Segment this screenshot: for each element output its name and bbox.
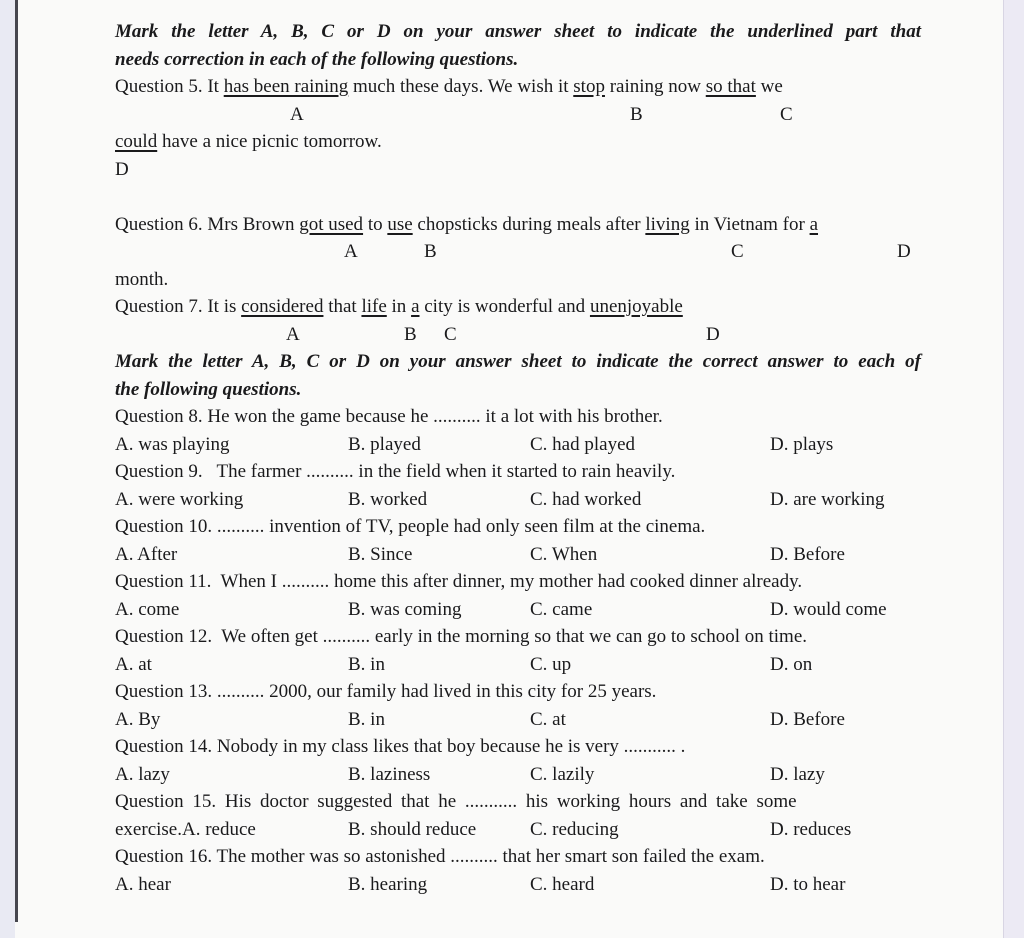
option-d: D. are working bbox=[770, 488, 885, 510]
option-b: B. laziness bbox=[348, 763, 431, 785]
question-14-options bbox=[115, 761, 921, 789]
label-d: D bbox=[115, 158, 129, 180]
option-a: A. come bbox=[115, 598, 180, 620]
question-6-text: Question 6. Mrs Brown got used to use chopsticks during meals after living in Vietnam for a bbox=[115, 213, 819, 235]
option-d: D. Before bbox=[770, 543, 845, 565]
label-c: C bbox=[780, 103, 793, 125]
question-5-answer-labels-2 bbox=[115, 156, 921, 184]
page-left-border-line bbox=[15, 0, 18, 922]
option-d: D. to hear bbox=[770, 873, 846, 895]
question-11-stem: Question 11. When I .......... home this after dinner, my mother had cooked dinner already. bbox=[115, 571, 803, 592]
option-d: D. would come bbox=[770, 598, 887, 620]
option-c: C. had played bbox=[530, 433, 636, 455]
label-a: A bbox=[344, 241, 358, 262]
option-c: C. reducing bbox=[530, 818, 619, 840]
question-16-stem: Question 16. The mother was so astonished .......... that her smart son failed the exam. bbox=[115, 846, 765, 867]
label-b: B bbox=[630, 103, 643, 125]
option-b: B. Since bbox=[348, 543, 413, 565]
option-c: C. lazily bbox=[530, 763, 595, 785]
option-c: C. had worked bbox=[530, 488, 642, 510]
option-a: A. were working bbox=[115, 488, 244, 510]
label-b: B bbox=[424, 241, 437, 262]
question-7-text: Question 7. It is considered that life in a city is wonderful and unenjoyable bbox=[115, 296, 683, 317]
question-15-options bbox=[115, 816, 921, 844]
option-b: B. worked bbox=[348, 488, 428, 510]
option-a: A. hear bbox=[115, 873, 171, 895]
question-16-options bbox=[115, 871, 921, 899]
question-8-stem: Question 8. He won the game because he .......... it a lot with his brother. bbox=[115, 406, 663, 427]
instruction-2-line-2: the following questions. bbox=[115, 378, 302, 400]
question-5-answer-labels bbox=[115, 101, 921, 129]
label-d: D bbox=[706, 323, 720, 345]
label-a: A bbox=[286, 323, 300, 345]
blank-line bbox=[115, 183, 921, 211]
question-9-stem: Question 9. The farmer .......... in the field when it started to rain heavily. bbox=[115, 461, 676, 482]
question-10-stem: Question 10. .......... invention of TV, people had only seen film at the cinema. bbox=[115, 516, 706, 537]
question-9-options bbox=[115, 486, 921, 514]
option-a-with-prefix bbox=[115, 816, 256, 844]
label-c: C bbox=[444, 323, 457, 345]
label-b: B bbox=[404, 323, 417, 345]
question-12-options bbox=[115, 651, 921, 679]
option-c: C. at bbox=[530, 708, 566, 730]
test-content bbox=[115, 18, 921, 898]
question-5-text: Question 5. It has been raining much these days. We wish it stop raining now so that we bbox=[115, 76, 783, 97]
option-c: C. up bbox=[530, 653, 572, 675]
option-d: D. lazy bbox=[770, 763, 825, 785]
label-d: D bbox=[897, 241, 911, 262]
instruction-2-line-1: Mark the letter A, B, C or D on your answer sheet to indicate the correct answer to each of bbox=[115, 351, 921, 372]
option-c: C. When bbox=[530, 543, 598, 565]
page-left-margin-strip bbox=[0, 0, 15, 938]
option-d: D. plays bbox=[770, 433, 834, 455]
question-13-options bbox=[115, 706, 921, 734]
option-b: B. in bbox=[348, 708, 385, 730]
question-10-options bbox=[115, 541, 921, 569]
question-7-answer-labels bbox=[115, 321, 921, 349]
option-a: A. at bbox=[115, 653, 152, 675]
option-b: B. played bbox=[348, 433, 421, 455]
question-12-stem: Question 12. We often get .......... early in the morning so that we can go to school on time. bbox=[115, 626, 808, 647]
option-c: C. heard bbox=[530, 873, 595, 895]
option-a: A. was playing bbox=[115, 433, 230, 455]
question-11-options bbox=[115, 596, 921, 624]
option-b: B. should reduce bbox=[348, 818, 477, 840]
option-a: A. lazy bbox=[115, 763, 170, 785]
question-6-text-line-2: month. bbox=[115, 268, 169, 290]
option-c: C. came bbox=[530, 598, 593, 620]
option-a: A. By bbox=[115, 708, 161, 730]
label-c: C bbox=[731, 241, 744, 262]
option-b: B. hearing bbox=[348, 873, 428, 895]
option-a: A. After bbox=[115, 543, 178, 565]
option-b: B. was coming bbox=[348, 598, 462, 620]
option-a: A. reduce bbox=[181, 818, 256, 840]
sentence-remainder: exercise. bbox=[115, 818, 182, 840]
option-b: B. in bbox=[348, 653, 385, 675]
instruction-1-line-1: Mark the letter A, B, C or D on your answer sheet to indicate the underlined part that bbox=[115, 21, 921, 42]
option-d: D. Before bbox=[770, 708, 845, 730]
option-d: D. reduces bbox=[770, 818, 852, 840]
question-8-options bbox=[115, 431, 921, 459]
label-a: A bbox=[290, 103, 304, 125]
question-5-text-line-2: could have a nice picnic tomorrow. bbox=[115, 131, 382, 152]
question-14-stem: Question 14. Nobody in my class likes that boy because he is very ........... . bbox=[115, 736, 686, 757]
option-d: D. on bbox=[770, 653, 813, 675]
instruction-1-line-2: needs correction in each of the following questions. bbox=[115, 48, 519, 70]
question-13-stem: Question 13. .......... 2000, our family had lived in this city for 25 years. bbox=[115, 681, 657, 702]
question-6-answer-labels bbox=[115, 238, 921, 266]
question-15-stem: Question 15. His doctor suggested that he ........... his working hours and take some bbox=[115, 791, 797, 812]
page-right-margin-strip bbox=[1003, 0, 1024, 938]
